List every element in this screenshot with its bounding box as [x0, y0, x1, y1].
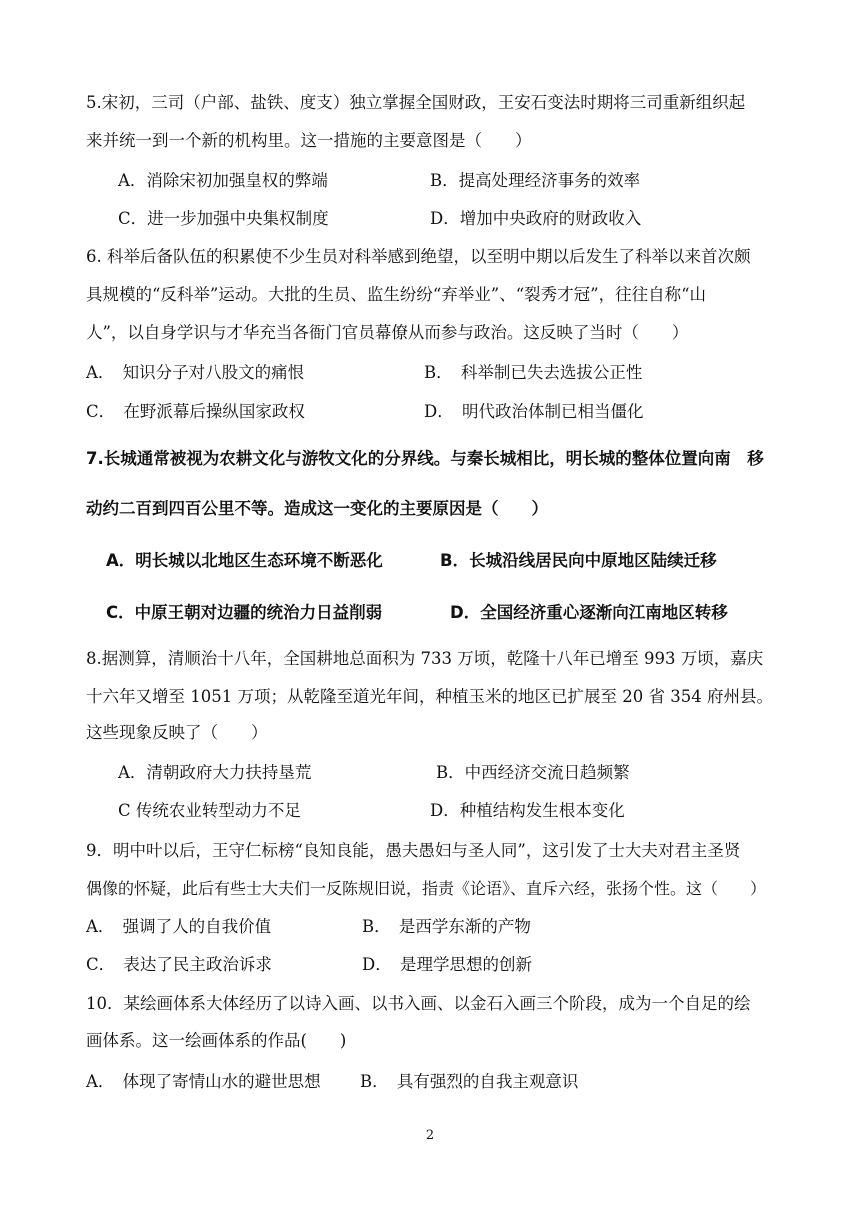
q7-stem-line-1: 7.长城通常被视为农耕文化与游牧文化的分界线。与秦长城相比，明长城的整体位置向南 移	[86, 449, 764, 468]
q6-stem-line-2: 具规模的“反科举”运动。大批的生员、监生纷纷“弃举业”、“裂秀才冠”，往往自称“山	[86, 285, 707, 304]
q7-option-c: C．中原王朝对边疆的统治力日益削弱	[106, 603, 383, 622]
q8-stem-line-3: 这些现象反映了（ ）	[86, 723, 268, 742]
q9-option-c: C． 表达了民主政治诉求	[86, 955, 272, 974]
q8-stem-line-1: 8.据测算，清顺治十八年，全国耕地总面积为 733 万顷，乾隆十八年已增至 993 万顷，嘉庆	[86, 649, 764, 668]
q9-stem-line-1: 9．明中叶以后，王守仁标榜“良知良能，愚夫愚妇与圣人同”，这引发了士大夫对君主圣贤	[86, 841, 741, 860]
q6-option-b: B． 科举制已失去选拔公正性	[424, 363, 643, 382]
q8-option-a: A．清朝政府大力扶持垦荒	[118, 763, 312, 782]
q6-stem-line-3: 人”，以自身学识与才华充当各衙门官员幕僚从而参与政治。这反映了当时（ ）	[86, 323, 689, 342]
q5-stem-line-1: 5.宋初，三司（户部、盐铁、度支）独立掌握全国财政，王安石变法时期将三司重新组织起	[86, 93, 746, 112]
q8-option-c: C 传统农业转型动力不足	[118, 801, 301, 820]
q6-stem-line-1: 6. 科举后备队伍的积累使不少生员对科举感到绝望，以至明中期以后发生了科举以来首次颇	[86, 247, 751, 266]
q8-stem-line-2: 十六年又增至 1051 万项；从乾隆至道光年间，种植玉米的地区已扩展至 20 省 354 府州县。	[86, 687, 773, 706]
q5-stem-line-2: 来并统一到一个新的机构里。这一措施的主要意图是（ ）	[86, 131, 532, 150]
q9-option-d: D． 是理学思想的创新	[362, 955, 532, 974]
page-number: 2	[425, 1128, 435, 1143]
q9-stem-line-2: 偶像的怀疑，此后有些士大夫们一反陈规旧说，指责《论语》、直斥六经，张扬个性。这（ ）	[86, 879, 767, 898]
q10-option-b: B． 具有强烈的自我主观意识	[360, 1072, 579, 1091]
q5-option-b: B．提高处理经济事务的效率	[430, 171, 641, 190]
q5-option-a: A．消除宋初加强皇权的弊端	[118, 171, 328, 190]
q6-option-d: D． 明代政治体制已相当僵化	[424, 402, 644, 421]
q6-option-c: C． 在野派幕后操纵国家政权	[86, 402, 305, 421]
q7-option-d: D．全国经济重心逐渐向江南地区转移	[450, 603, 728, 622]
q7-option-a: A．明长城以北地区生态环境不断恶化	[106, 551, 383, 570]
q10-stem-line-2: 画体系。这一绘画体系的作品( )	[86, 1031, 347, 1050]
q5-option-d: D．增加中央政府的财政收入	[430, 209, 642, 228]
q8-option-b: B．中西经济交流日趋频繁	[436, 763, 630, 782]
q7-stem-line-2: 动约二百到四百公里不等。造成这一变化的主要原因是（ ）	[86, 499, 548, 518]
q6-option-a: A． 知识分子对八股文的痛恨	[86, 363, 305, 382]
q7-option-b: B．长城沿线居民向中原地区陆续迁移	[440, 551, 717, 570]
q10-option-a: A． 体现了寄情山水的避世思想	[86, 1072, 321, 1091]
q9-option-b: B． 是西学东渐的产物	[362, 917, 531, 936]
q9-option-a: A． 强调了人的自我价值	[86, 917, 272, 936]
q8-option-d: D．种植结构发生根本变化	[430, 801, 625, 820]
q5-option-c: C．进一步加强中央集权制度	[118, 209, 329, 228]
q10-stem-line-1: 10．某绘画体系大体经历了以诗入画、以书入画、以金石入画三个阶段，成为一个自足的绘	[86, 994, 751, 1013]
